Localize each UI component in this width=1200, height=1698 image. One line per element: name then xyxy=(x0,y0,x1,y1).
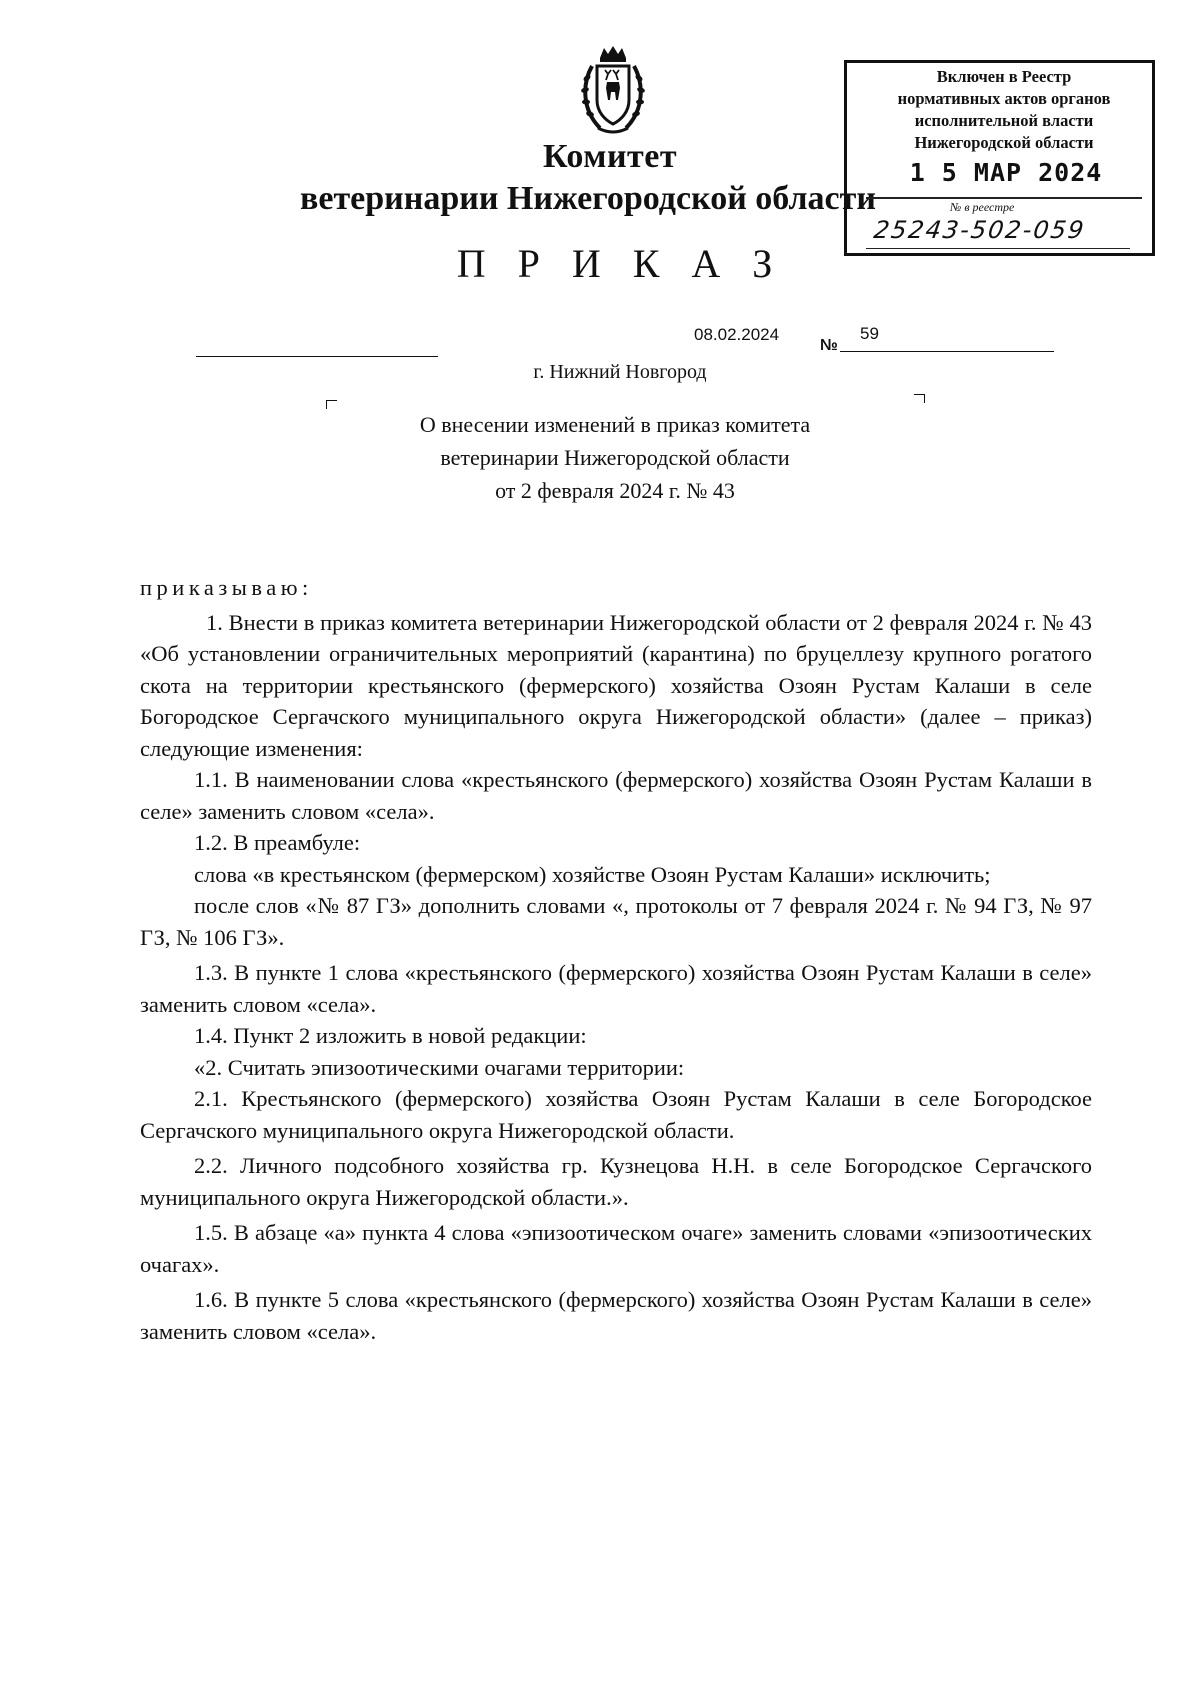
city: г. Нижний Новгород xyxy=(533,361,707,383)
order-date: 08.02.2024 xyxy=(694,325,780,344)
paragraph-2-1: 2.1. Крестьянского (фермерского) хозяйства Озоян Рустам Калаши в селе Богородское Сергачского муниципального округа Нижегородской области. xyxy=(140,1086,1092,1143)
document-title xyxy=(0,408,1200,507)
paragraph-1-2-after: после слов «№ 87 ГЗ» дополнить словами «, протоколы от 7 февраля 2024 г. № 94 ГЗ, № 97 ГЗ, № 106 ГЗ». xyxy=(140,893,1092,950)
paragraph-1-3: 1.3. В пункте 1 слова «крестьянского (фермерского) хозяйства Озоян Рустам Калаши в селе» заменить словом «села». xyxy=(140,960,1092,1017)
document-type-heading: П Р И К А З xyxy=(456,241,784,286)
title-line: О внесении изменений в приказ комитета xyxy=(419,412,811,437)
title-corner-right xyxy=(914,394,925,403)
paragraph-1-4: 1.4. Пункт 2 изложить в новой редакции: xyxy=(194,1023,587,1048)
paragraph-new-2: «2. Считать эпизоотическими очагами территории: xyxy=(194,1054,685,1080)
paragraph-2-2: 2.2. Личного подсобного хозяйства гр. Кузнецова Н.Н. в селе Богородское Сергачского муниципального округа Нижегородской области.». xyxy=(140,1153,1092,1210)
order-number: 59 xyxy=(860,324,879,343)
paragraph-1: 1. Внести в приказ комитета ветеринарии Нижегородской области от 2 февраля 2024 г. № 43 «Об установлении ограничительных мероприятий (карантина) по бруцеллезу крупного рогатого скота на территории крестьянского (фермерского) хозяйства Озоян Рустам Калаши в селе Богородское Сергачского муниципального округа Нижегородской области» (далее – приказ) следующие изменения: xyxy=(140,609,1092,761)
paragraph-1-6: 1.6. В пункте 5 слова «крестьянского (фермерского) хозяйства Озоян Рустам Калаши в селе» заменить словом «села». xyxy=(140,1287,1092,1344)
org-name-line2: ветеринарии Нижегородской области xyxy=(300,180,876,217)
coat-of-arms-emblem xyxy=(578,44,648,136)
order-word: приказываю: xyxy=(140,575,313,600)
registry-number-underline xyxy=(866,248,1130,249)
paragraph-1-5: 1.5. В абзаце «а» пункта 4 слова «эпизоотическом очаге» заменить словами «эпизоотических очагах». xyxy=(140,1220,1092,1277)
date-underline xyxy=(196,356,438,357)
number-underline xyxy=(840,351,1054,352)
paragraph-1-1: 1.1. В наименовании слова «крестьянского (фермерского) хозяйства Озоян Рустам Калаши в селе» заменить словом «села». xyxy=(140,767,1092,824)
registry-stamp-date: 1 5 МАР 2024 xyxy=(909,158,1103,187)
document-body xyxy=(140,572,1092,1347)
paragraph-1-2-words: слова «в крестьянском (фермерском) хозяйстве Озоян Рустам Калаши» исключить; xyxy=(194,861,991,887)
org-name-line1: Комитет xyxy=(542,138,678,175)
number-sign: № xyxy=(820,337,838,354)
title-line: от 2 февраля 2024 г. № 43 xyxy=(495,478,735,503)
registry-number-label: № в реестре xyxy=(950,200,1015,214)
paragraph-1-2: 1.2. В преамбуле: xyxy=(194,830,361,855)
registry-stamp-text xyxy=(866,66,1142,154)
stamp-line: исполнительной власти xyxy=(914,111,1094,130)
title-line: ветеринарии Нижегородской области xyxy=(440,445,790,470)
stamp-line: Включен в Реестр xyxy=(936,67,1072,86)
stamp-divider xyxy=(866,197,1142,199)
stamp-line: Нижегородской области xyxy=(914,133,1094,152)
registry-number: 25243-502-059 xyxy=(872,216,1088,244)
stamp-line: нормативных актов органов xyxy=(897,89,1111,108)
